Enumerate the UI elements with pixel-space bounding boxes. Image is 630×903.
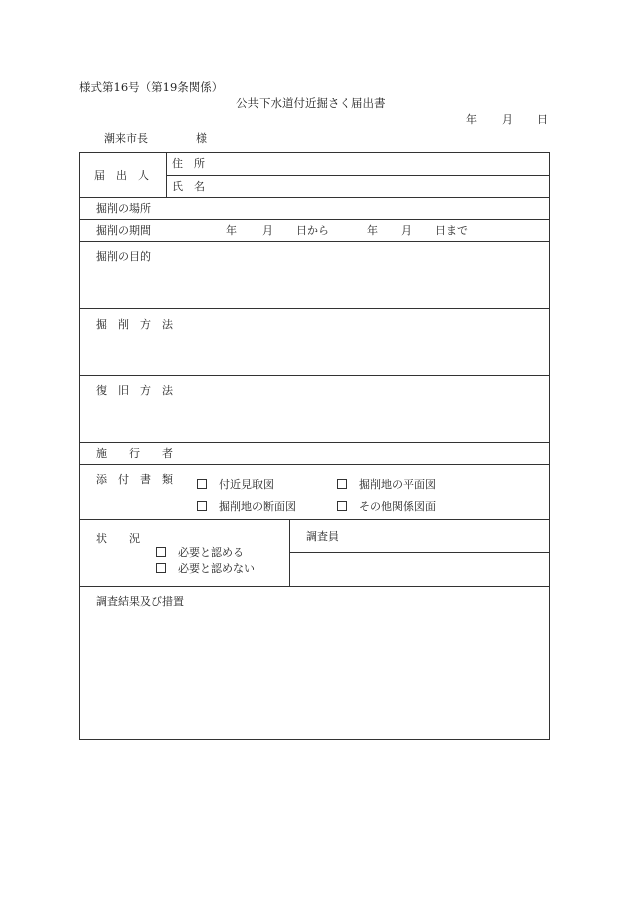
period-from-day: 日から <box>296 224 329 237</box>
attachment-item-label: 掘削地の断面図 <box>219 500 296 513</box>
document-title: 公共下水道付近掘さく届出書 <box>236 96 386 110</box>
status-option <box>156 547 244 558</box>
purpose-label: 掘削の目的 <box>96 250 151 263</box>
name-label: 氏 名 <box>172 180 205 193</box>
checkbox-icon[interactable] <box>197 479 207 489</box>
line-inspector-divider <box>289 552 549 553</box>
line-address-name <box>166 175 549 176</box>
attachment-item <box>337 501 436 512</box>
date-year: 年 <box>466 113 477 126</box>
applicant-label: 届 出 人 <box>94 169 149 182</box>
checkbox-icon[interactable] <box>197 501 207 511</box>
inspector-label: 調査員 <box>306 530 339 543</box>
checkbox-icon[interactable] <box>156 563 166 573</box>
status-option-label: 必要と認めない <box>178 562 255 575</box>
checkbox-icon[interactable] <box>337 501 347 511</box>
line-method-bottom <box>80 375 549 376</box>
notification-form <box>79 152 550 740</box>
line-applicant-bottom <box>80 197 549 198</box>
line-restoration-bottom <box>80 442 549 443</box>
period-to-day: 日まで <box>435 224 468 237</box>
addressee: 潮来市長 <box>104 132 148 145</box>
attachment-item <box>197 501 296 512</box>
location-label: 掘削の場所 <box>96 202 151 215</box>
period-from-month: 月 <box>262 224 273 237</box>
form-number: 様式第16号（第19条関係） <box>79 80 224 94</box>
results-label: 調査結果及び措置 <box>96 595 184 608</box>
contractor-label: 施 行 者 <box>96 447 173 460</box>
period-to-month: 月 <box>401 224 412 237</box>
line-location-bottom <box>80 219 549 220</box>
date-month: 月 <box>502 113 513 126</box>
checkbox-icon[interactable] <box>156 547 166 557</box>
attachment-item-label: 掘削地の平面図 <box>359 478 436 491</box>
status-option-label: 必要と認める <box>178 546 244 559</box>
line-attachments-bottom <box>80 519 549 520</box>
attachments-label: 添 付 書 類 <box>96 473 173 486</box>
period-to-year: 年 <box>367 224 378 237</box>
date-day: 日 <box>537 113 548 126</box>
attachment-item <box>337 479 436 490</box>
status-label: 状 況 <box>96 532 140 545</box>
attachment-item-label: 付近見取図 <box>219 478 274 491</box>
line-purpose-bottom <box>80 308 549 309</box>
period-label: 掘削の期間 <box>96 224 151 237</box>
period-from-year: 年 <box>226 224 237 237</box>
line-status-divider <box>289 519 290 586</box>
method-label: 掘 削 方 法 <box>96 318 173 331</box>
line-contractor-bottom <box>80 464 549 465</box>
line-period-bottom <box>80 241 549 242</box>
restoration-label: 復 旧 方 法 <box>96 384 173 397</box>
honorific: 様 <box>196 132 207 145</box>
attachment-item-label: その他関係図面 <box>359 500 436 513</box>
address-label: 住 所 <box>172 157 205 170</box>
checkbox-icon[interactable] <box>337 479 347 489</box>
line-status-bottom <box>80 586 549 587</box>
line-applicant-divider <box>166 153 167 197</box>
status-option <box>156 563 255 574</box>
attachment-item <box>197 479 274 490</box>
